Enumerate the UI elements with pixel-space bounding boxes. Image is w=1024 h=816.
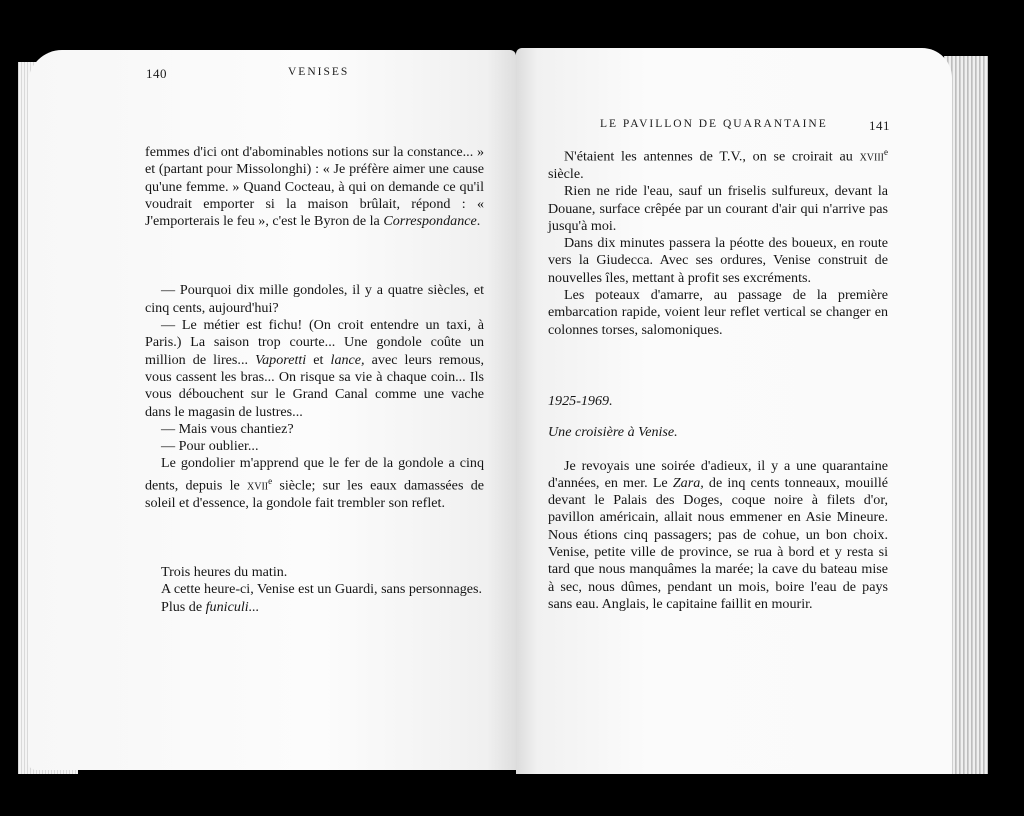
paragraph: Trois heures du matin. [161, 564, 288, 581]
running-head: LE PAVILLON DE QUARANTAINE [600, 118, 828, 130]
paragraph: Je revoyais une soirée d'adieux, il y a une quarantaine d'années, en mer. Le Zara, de inq cents tonneaux, mouillé devant le Palais des Doges, coque noire à filets d'or, pavillon américain, allait nous emmener en Asie Mineure. Nous étions cinq passagers; pas de cohue, un bon choix. Venise, petite ville de province, se rua à bord et y resta si tard que nous manquâmes la marée; la cave du bateau mise à sec, nous dûmes, pendant un mois, boire l'eau de pays sans eau. Anglais, le capitaine faillit en mourir. [548, 457, 889, 612]
section-title: Une croisière à Venise. [548, 424, 678, 441]
right-page-body [548, 144, 888, 613]
paragraph: femmes d'ici ont d'abominables notions sur la constance... » et (partant pour Missolonghi) : « Je préfère aimer une cause qu'une femme. » Quand Cocteau, à qui on demande ce qu'il voudrait emporter si la maison brûlait, répond : « J'emporterais le feu », c'est le Byron de la Correspondance. [145, 144, 484, 230]
section-date: 1925-1969. [548, 392, 613, 409]
left-page-header [146, 66, 484, 84]
dialogue-line: — Pour oublier... [161, 438, 259, 455]
page-number: 140 [146, 66, 167, 81]
dialogue-line: — Pourquoi dix mille gondoles, il y a quatre siècles, et cinq cents, aujourd'hui? [145, 282, 484, 316]
paragraph: Les poteaux d'amarre, au passage de la première embarcation rapide, voient leur reflet vertical se changer en colonnes torses, salomoniques. [548, 287, 888, 338]
left-page-body [145, 144, 484, 616]
page-number: 141 [869, 118, 890, 133]
paragraph: N'étaient les antennes de T.V., on se croirait au xviii$^e$ siècle. [548, 147, 888, 182]
paragraph: A cette heure-ci, Venise est un Guardi, sans personnages. [161, 581, 483, 598]
running-head: VENISES [288, 66, 350, 78]
paragraph: Rien ne ride l'eau, sauf un friselis sulfureux, devant la Douane, surface crêpée par un courant d'air qui n'arrive pas jusqu'à moi. [548, 183, 888, 234]
paragraph: Dans dix minutes passera la péotte des boueux, en route vers la Giudecca. Avec ses ordures, Venise construit de nouvelles îles, mettant à profit ses excréments. [548, 235, 888, 286]
paragraph: Le gondolier m'apprend que le fer de la gondole a cinq dents, depuis le xvii$^e$ siècle; sur les eaux damassées de soleil et d'essence, la gondole fait trembler son reflet. [145, 455, 484, 511]
dialogue-line: — Mais vous chantiez? [161, 420, 294, 437]
dialogue-line: — Le métier est fichu! (On croit entendre un taxi, à Paris.) La saison trop courte... Une gondole coûte un million de lires... Vaporetti et lance, avec leurs remous, vous cassent les bras... On risque sa vie à chaque coin... Ils vous débouchent sur le Grand Canal comme une vache dans le magasin de lustres... [145, 317, 485, 420]
paragraph: Plus de funiculi... [161, 598, 260, 615]
right-page-header [548, 118, 890, 136]
